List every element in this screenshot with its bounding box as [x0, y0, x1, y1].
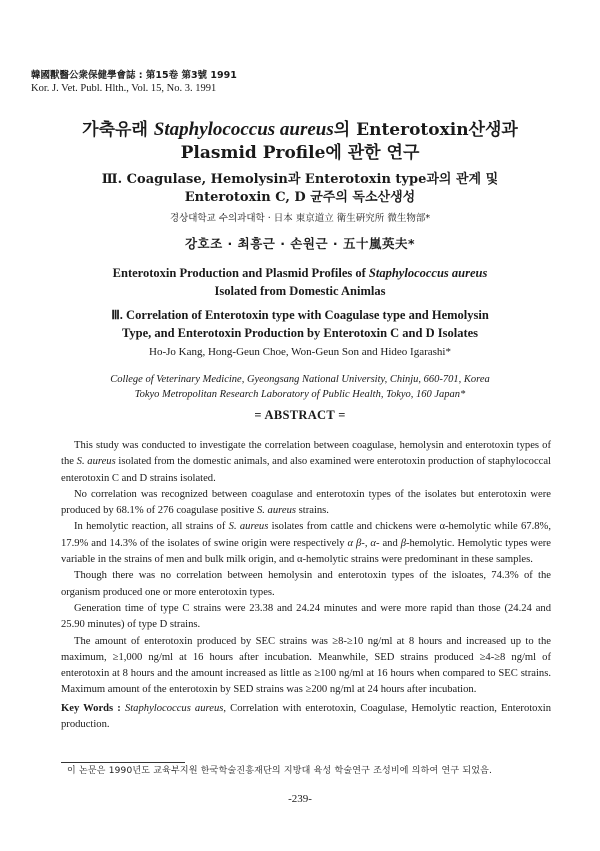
korean-subtitle-line1: Ⅲ. Coagulase, Hemolysin과 Enterotoxin type과의 관계 및 [101, 172, 499, 187]
abstract-paragraph: In hemolytic reaction, all strains of S. aureus isolates from cattle and chickens were α-hemolytic while 67.8%, 17.9% and 14.3% of the isolates of swine origin were respectively α β-, α- and β-hemolytic. Hemolytic types were variable in the strains of men and bulk milk origin, and α-hemolytic strains were predominant in these samples. [61, 521, 551, 566]
english-authors: Ho-Jo Kang, Hong-Geun Choe, Won-Geun Son and Hideo Igarashi* [149, 346, 451, 358]
journal-citation-korean: 韓國獸醫公衆保健學會誌 : 第15卷 第3號 1991 [31, 70, 237, 81]
journal-citation-english: Kor. J. Vet. Publ. Hlth., Vol. 15, No. 3. 1991 [31, 83, 217, 94]
korean-title-line2: Plasmid Profile에 관한 연구 [180, 143, 420, 163]
keywords-species: Staphylococcus aureus [124, 702, 224, 714]
korean-title-species: Staphylococcus aureus [153, 119, 334, 140]
english-subtitle [0, 306, 600, 342]
korean-affiliation: 경상대학교 수의과대학 · 日本 東京道立 衛生硏究所 微生物部* [169, 213, 431, 224]
korean-subtitle-line2: Enterotoxin C, D 균주의 독소산생성 [184, 190, 416, 205]
korean-authors: 강호조 · 최흥근 · 손원근 · 五十嵐英夫* [184, 236, 416, 251]
english-affiliation-line1: College of Veterinary Medicine, Gyeongsang National University, Chinju, 660-701, Korea [110, 374, 490, 385]
english-affiliation [0, 372, 600, 402]
abstract-paragraph: Though there was no correlation between hemolysin and enterotoxin types of the isloates, 74.3% of the organism produced one or more enterotoxin types. [61, 570, 551, 598]
abstract-body [61, 438, 551, 733]
abstract-paragraph: This study was conducted to investigate the correlation between coagulase, hemolysin and enterotoxin types of the S. aureus isolated from the domestic animals, and also examined were enterotoxin production of staphylococcal enterotoxin C and D strains isolated. [61, 440, 551, 484]
abstract-paragraph: No correlation was recognized between coagulase and enterotoxin types of the isolates but enterotoxin were produced by 68.1% of 276 coagulase positive S. aureus strains. [61, 488, 551, 517]
abstract-paragraph: Generation time of type C strains were 23.38 and 24.24 minutes and were more rapid than those (24.24 and 25.90 minutes) of type D strains. [61, 602, 551, 631]
english-affiliation-line2: Tokyo Metropolitan Research Laboratory of Public Health, Tokyo, 160 Japan* [134, 389, 466, 400]
english-title-line2: Isolated from Domestic Animlas [214, 284, 386, 298]
english-subtitle-line1: Ⅲ. Correlation of Enterotoxin type with Coagulase type and Hemolysin [111, 308, 489, 322]
keywords-list: , Correlation with enterotoxin, Coagulase, Hemolytic reaction, Enterotoxin production. [61, 702, 552, 731]
abstract-heading: = ABSTRACT = [254, 408, 346, 422]
korean-title [0, 118, 600, 165]
keywords: Key Words : Staphylococcus aureus, Correlation with enterotoxin, Coagulase, Hemolytic reaction, Enterotoxin production. [61, 702, 552, 731]
english-title-species: Staphylococcus aureus [368, 266, 488, 280]
korean-subtitle [0, 171, 600, 207]
page-number: -239- [288, 793, 312, 805]
korean-title-prefix: 가축유래 [82, 120, 154, 140]
journal-header [31, 69, 237, 95]
korean-title-suffix: 의 Enterotoxin산생과 [333, 120, 518, 140]
english-subtitle-line2: Type, and Enterotoxin Production by Enterotoxin C and D Isolates [121, 326, 479, 340]
english-title-prefix: Enterotoxin Production and Plasmid Profiles of [112, 266, 369, 280]
keywords-label: Key Words [61, 702, 114, 714]
footnote-rule [61, 762, 185, 763]
funding-footnote: 이 논문은 1990년도 교육부지원 한국학술진흥재단의 지방대 육성 학술연구 조성비에 의하여 연구 되었음. [67, 766, 493, 776]
english-title [0, 264, 600, 300]
abstract-paragraph: The amount of enterotoxin produced by SEC strains was ≥8-≥10 ng/ml at 8 hours and increased up to the maximum, ≥1,000 ng/ml at 16 hours after incubation. Meanwhile, SED strains produced ≥4-≥8 ng/ml of enterotoxin at 8 hours and the amount increased as little as ≥100 ng/ml at 16 hours when compared to SEC strains. Maximum amount of the enterotoxin by SED strains was ≥200 ng/ml at 24 hours after incubation. [61, 635, 551, 696]
